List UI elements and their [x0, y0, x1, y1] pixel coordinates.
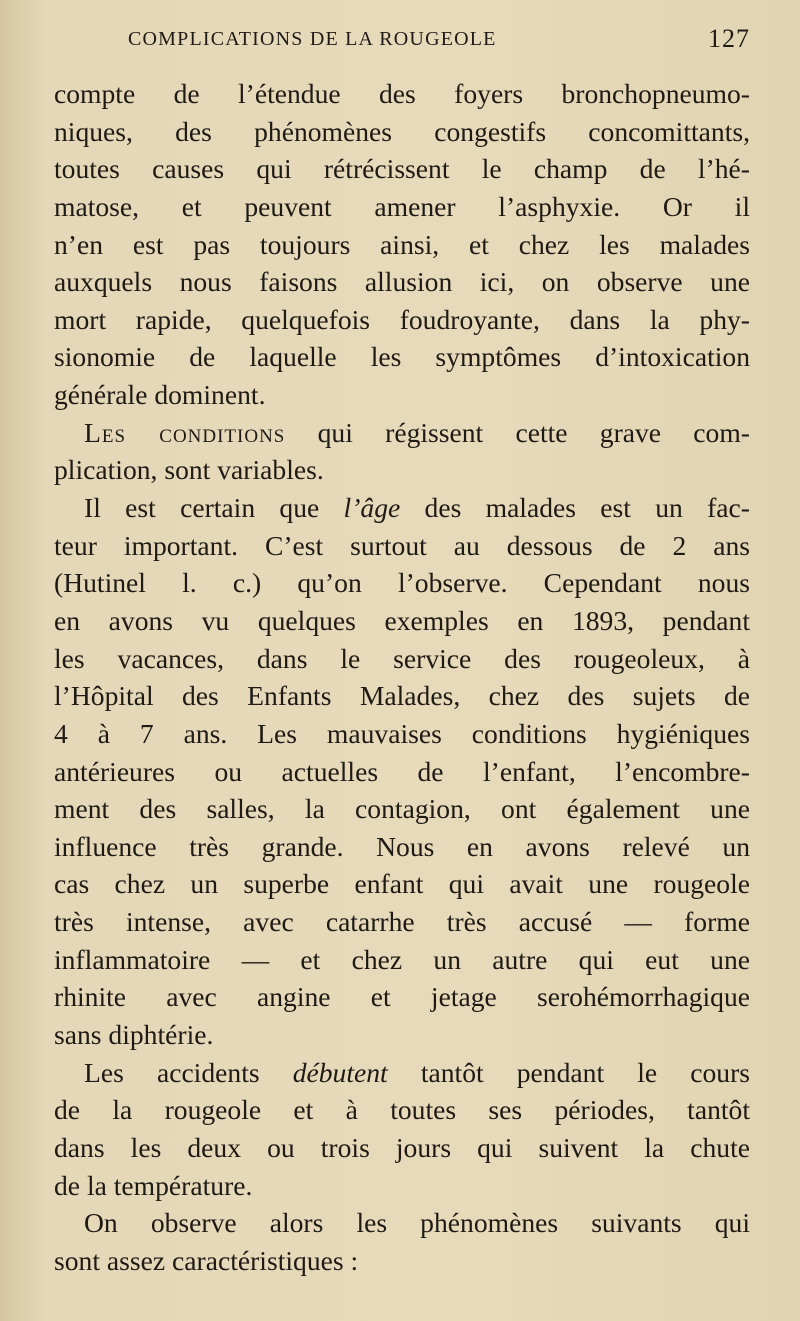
page-header [128, 18, 750, 58]
line-text: qui régissent cette grave com- [285, 416, 750, 448]
text-line: sont assez caractéristiques : [54, 1244, 359, 1276]
text-line: générale dominent. [54, 379, 266, 411]
text-line: mort rapide, quelquefois foudroyante, dans la phy- [54, 303, 750, 335]
italic-text: l’âge [343, 492, 401, 524]
text-line: On observe alors les phénomènes suivants qui [84, 1207, 750, 1239]
italic-text: débutent [292, 1056, 388, 1088]
text-line: les vacances, dans le service des rougeoleux, à [54, 642, 750, 674]
text-line [54, 489, 750, 527]
text-line: inflammatoire — et chez un autre qui eut une [54, 943, 750, 975]
text-line: l’Hôpital des Enfants Malades, chez des sujets de [54, 680, 750, 712]
running-title: COMPLICATIONS DE LA ROUGEOLE [128, 28, 497, 50]
text-line: cas chez un superbe enfant qui avait une rougeole [54, 868, 750, 900]
text-line: matose, et peuvent amener l’asphyxie. Or il [54, 190, 750, 222]
text-line: plication, sont variables. [54, 454, 324, 486]
text-line: 4 à 7 ans. Les mauvaises conditions hygiéniques [54, 717, 750, 749]
text-line: sans diphtérie. [54, 1019, 214, 1051]
text-line: niques, des phénomènes congestifs concomittants, [54, 115, 750, 147]
page-number: 127 [708, 24, 750, 53]
small-caps-text: Les conditions [84, 416, 286, 448]
line-text: tantôt pendant le cours [387, 1056, 750, 1088]
text-line: rhinite avec angine et jetage serohémorrhagique [54, 981, 750, 1013]
text-line: sionomie de laquelle les symptômes d’intoxication [54, 341, 750, 373]
text-line: compte de l’étendue des foyers bronchopneumo- [54, 78, 750, 109]
text-line: ment des salles, la contagion, ont également une [54, 793, 750, 825]
text-line: teur important. C’est surtout au dessous de 2 ans [54, 529, 750, 561]
line-text: des malades est un fac- [400, 492, 750, 524]
text-line [54, 414, 750, 452]
line-text: Les accidents [84, 1056, 293, 1088]
line-text: Il est certain que [84, 492, 344, 524]
text-line: toutes causes qui rétrécissent le champ de l’hé- [54, 153, 750, 185]
text-line: de la température. [54, 1169, 253, 1201]
text-line [54, 1054, 750, 1092]
body-text [54, 75, 750, 1280]
text-line: de la rougeole et à toutes ses périodes, tantôt [54, 1094, 750, 1126]
text-line: très intense, avec catarrhe très accusé — forme [54, 906, 750, 938]
text-line: antérieures ou actuelles de l’enfant, l’encombre- [54, 755, 750, 787]
text-line: n’en est pas toujours ainsi, et chez les malades [54, 228, 750, 260]
text-line: influence très grande. Nous en avons relevé un [54, 830, 750, 862]
text-line: en avons vu quelques exemples en 1893, pendant [54, 604, 750, 636]
text-line: (Hutinel l. c.) qu’on l’observe. Cependant nous [54, 567, 750, 599]
text-line: auxquels nous faisons allusion ici, on observe une [54, 266, 750, 298]
text-line: dans les deux ou trois jours qui suivent la chute [54, 1131, 750, 1163]
